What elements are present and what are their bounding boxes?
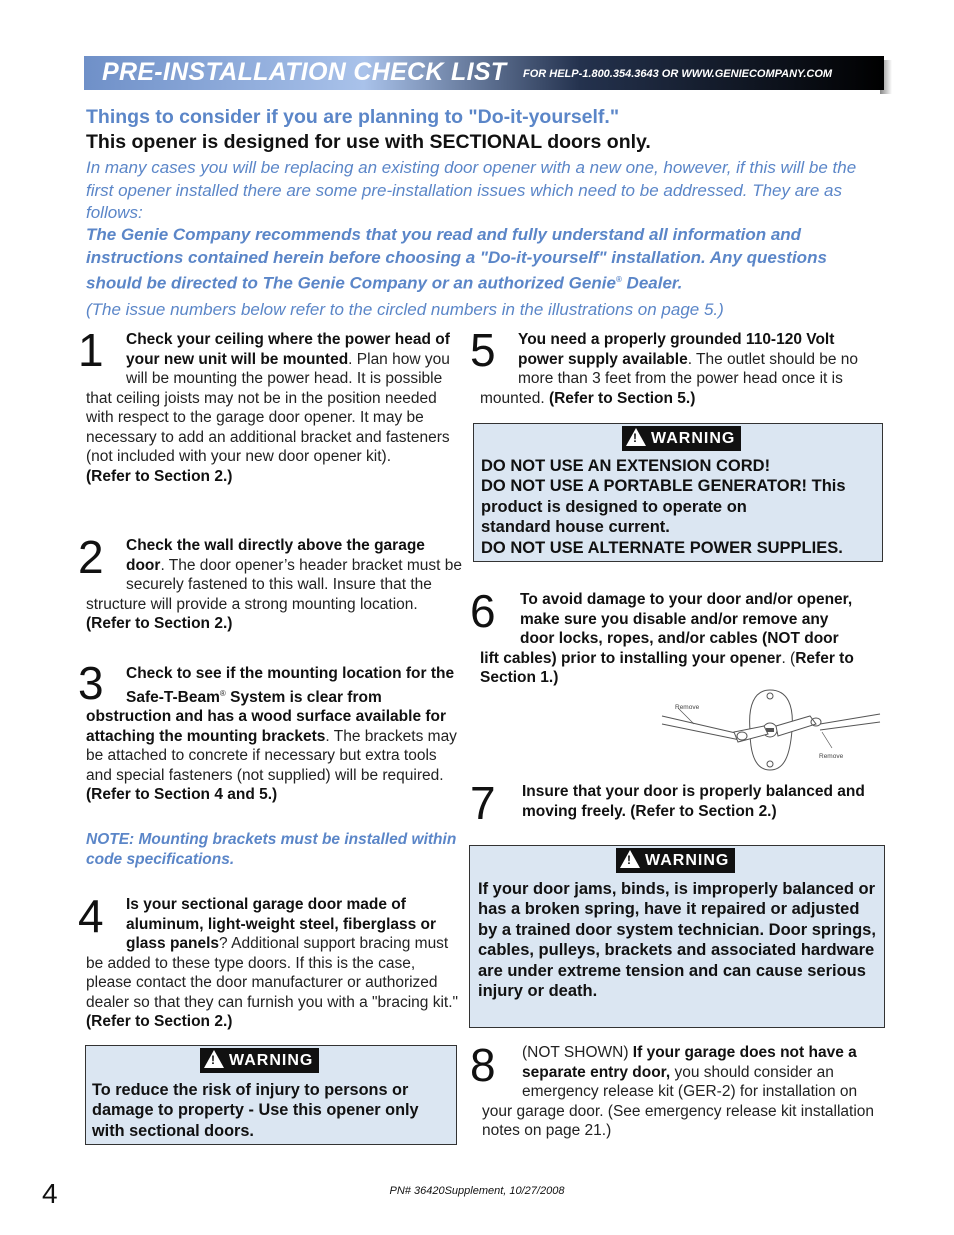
remove-label-left: Remove — [675, 704, 700, 711]
issue-number-7: 7 — [470, 777, 496, 829]
issue-number-3: 3 — [78, 657, 104, 709]
issue-4: Is your sectional garage door made of aluminum, light-weight steel, fiberglass or glass panels? Additional support bracing must be added to these type doors. If this is the case, please contact the door manufacturer or authorized dealer so that they can furnish you with a "bracing kit." (Refer to Section 2.) — [86, 896, 459, 1030]
warning-box-power — [473, 423, 883, 562]
intro-text: In many cases you will be replacing an existing door opener with a new one, however, if this will be the first opener installed there are some pre-installation issues which need to be addressed. They are as follows: — [86, 158, 857, 222]
issue-3: Check to see if the mounting location for the Safe-T-Beam® System is clear from obstruction and has a wood surface available for attaching the mounting brackets. The brackets may be attached to concrete if necessary but extra tools and special fasteners (not supplied) will be required. (Refer to Section 4 and 5.) — [86, 665, 457, 804]
issue-number-6: 6 — [470, 585, 496, 637]
rope-line-right — [820, 714, 880, 724]
rope-line-left-2 — [662, 724, 740, 740]
issue-6: To avoid damage to your door and/or opener, make sure you disable and/or remove any door locks, ropes, and/or cables (NOT door lift cables) prior to installing your opener. (Refer to Section 1.) — [480, 591, 854, 686]
warning-box-door — [469, 845, 885, 1028]
remove-label-right: Remove — [819, 753, 844, 760]
rope-line-left — [662, 716, 740, 734]
warning-label: ! WARNING — [622, 426, 741, 451]
warning-text-door: If your door jams, binds, is improperly balanced or has a broken spring, have it repaired or adjusted by a trained door system technician. Door springs, cables, pulleys, brackets and associated hardware are under extreme tension and can cause serious injury or death. — [478, 880, 876, 1001]
lock-removal-illustration — [660, 686, 882, 774]
warning-triangle-icon: ! — [626, 428, 646, 446]
intro-heading: Things to consider if you are planning to "Do-it-yourself." — [86, 106, 620, 128]
issue-number-8: 8 — [470, 1039, 496, 1091]
help-line: FOR HELP-1.800.354.3643 OR WWW.GENIECOMPANY.COM — [523, 68, 833, 80]
issue-2: Check the wall directly above the garage door. The door opener’s header bracket must be securely fastened to this wall. Insure that the structure will provide a strong mounting location. (Refer to Section 2.) — [86, 537, 463, 632]
issue-number-4: 4 — [78, 890, 104, 942]
issue-8: (NOT SHOWN) If your garage does not have a separate entry door, you should consider an emergency release kit (GER-2) for installation on your garage door. (See emergency release kit installation notes on page 21.) — [482, 1044, 875, 1139]
warning-label: ! WARNING — [616, 848, 735, 873]
issue-7: Insure that your door is properly balanced and moving freely. (Refer to Section 2.) — [522, 783, 865, 820]
callout-line-right — [822, 732, 832, 748]
rope-line-right-2 — [820, 722, 880, 730]
page-title: PRE-INSTALLATION CHECK LIST — [102, 58, 507, 86]
warning-triangle-icon: ! — [620, 850, 640, 868]
issue-number-5: 5 — [470, 324, 496, 376]
issue-number-2: 2 — [78, 531, 104, 583]
issue-number-1: 1 — [78, 324, 104, 376]
warning-text-sectional: To reduce the risk of injury to persons or damage to property - Use this opener only with sectional doors. — [92, 1081, 419, 1140]
warning-text-power: DO NOT USE AN EXTENSION CORD! DO NOT USE A PORTABLE GENERATOR! This product is designed to operate on standard house current. DO NOT USE ALTERNATE POWER SUPPLIES. — [481, 457, 846, 557]
intro-note: (The issue numbers below refer to the circled numbers in the illustrations on page 5.) — [86, 300, 724, 319]
part-number: PN# 36420Supplement, 10/27/2008 — [389, 1185, 565, 1197]
warning-triangle-icon: ! — [204, 1050, 224, 1068]
issue-1: Check your ceiling where the power head of your new unit will be mounted. Plan how you will be mounting the power head. It is possible that ceiling joists may not be in the position needed with respect to the garage door opener. It may be necessary to add an additional bracket and fasteners (not included with your new door opener kit). (Refer to Section 2.) — [86, 331, 450, 485]
intro-recommendation: The Genie Company recommends that you read and fully understand all information and instructions contained herein before choosing a "Do-it-yourself" installation. Any questions should be directed to The Genie Company or an authorized Genie® Dealer. — [86, 225, 827, 293]
intro-subheading: This opener is designed for use with SECTIONAL doors only. — [86, 131, 651, 153]
warning-box-sectional — [85, 1045, 457, 1145]
issue-5: You need a properly grounded 110-120 Volt power supply available. The outlet should be no more than 3 feet from the power head once it is mounted. (Refer to Section 5.) — [480, 331, 859, 407]
warning-label: ! WARNING — [200, 1048, 319, 1073]
mounting-note: NOTE: Mounting brackets must be installed within code specifications. — [86, 831, 457, 868]
page-number: 4 — [42, 1178, 58, 1209]
